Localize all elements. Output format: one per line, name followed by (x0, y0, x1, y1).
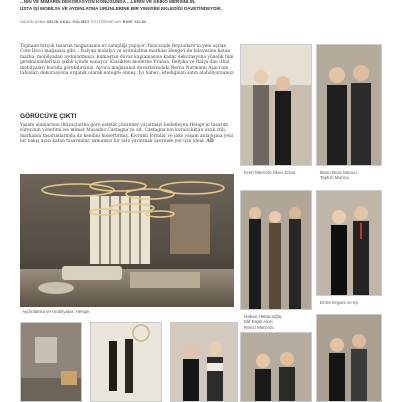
group-3-graphic (241, 191, 311, 309)
photo-couple-2 (316, 44, 382, 166)
photo-bottom-right-1 (240, 332, 312, 402)
end-mark: AD (206, 139, 214, 145)
photo-couple-1 (240, 44, 312, 166)
bottom-photo-shop-wall (20, 322, 82, 402)
couple-2-graphic (317, 45, 381, 165)
guests-graphic (171, 323, 237, 401)
author-name: SELİN AKAL GÜLMEZ (46, 20, 90, 24)
mannequins-graphic (91, 323, 161, 401)
photo-group-3 (240, 190, 312, 310)
paragraph-2-text: Yaşam alanlarının ihtiyaçlarına göre estetik çözümler yaratmayı hedefleyen Henge'in tasarım sürecinin yönetimi ise mimar Massimo Castagna'ya ait. Castagna'nın kuralcılıktan uzak stili, markanın tasarımlarında da kendini hissettirmiş. Kıvrımlı formlar ve ilıks yaşam anlayışına yeni bir bakış açısı katan tasarımlar, zamansız bir tarz yaratmak üzerinde yer için ideal. (20, 123, 234, 145)
header-line-1: ...NIN VE MIMARIN DEKORASYON KONUSUNDA ...LERIN VE KEIKO MERSİNLİN, (20, 0, 196, 4)
bottom-photo-mannequins (90, 322, 162, 402)
caption-photo-1: Eren Mercezi-Sken Ertan. (244, 170, 297, 175)
article-paragraph-2 (20, 123, 235, 145)
bottom-right-1-graphic (241, 333, 311, 401)
caption-photo-3-line-2: Elif Ergin Akın, (244, 319, 274, 325)
main-interior-photo (20, 174, 234, 307)
caption-photo-3-line-1: Hakan Hekacioğlu, (244, 314, 283, 319)
couple-4-graphic (317, 191, 381, 295)
article-paragraph-1: Tophane birçok tasarım mağazasına ev sahipliği yapıyor. Yazıcızade Beyzadare'ta yeni açılan Cote Deco mağazası gibi... İtalyan mobilya ve aydınlatma markası Henge'i de bünyesine katan marka; mobilyadan aydınlatmaya, kumaştan duvar kaplamasına kadar dekorasyona yönelik tüm gereksinimlerinizi şıklık içinde sunuyor. Klasikten moderne Fransa, Belçika ve İtalya'dan ithal mobilyaları burada görebilirsiniz. Ayrıca mağazanın duvarlarındaki Berna Narmanlı Aşacı'nın tabloları dekorasyona organik olarak entegre olmuş. İyi haber; istediğinizi satın alabiliyorsunuz. (20, 44, 235, 77)
caption-photo-2 (320, 170, 358, 181)
section-heading: GÖRÜCÜYE ÇIKTI (20, 113, 77, 120)
couple-1-graphic (241, 45, 311, 165)
caption-photo-2-line-2: Tayfun Muncu. (320, 175, 350, 181)
caption-photo-3 (244, 314, 283, 330)
bottom-right-2-graphic (317, 315, 381, 401)
caption-photo-4: Emre Ergani ve eş. (320, 300, 360, 305)
header-line-2: USTA İŞİ MOBİLYA VE AYDINLATMA ÜRÜNLERİNE BİR YENİSİNİ EKLEDİĞİ DAVETİNDEYDİK. (20, 6, 223, 11)
shop-wall-graphic (21, 323, 81, 401)
photographer-label: FOTOĞRAFLAR (90, 20, 122, 24)
photo-couple-4 (316, 190, 382, 296)
interior-scene-graphic (20, 174, 234, 307)
bottom-photo-guests (170, 322, 238, 402)
credits-label: HAZIRLAYAN (20, 20, 46, 24)
photo-bottom-right-2 (316, 314, 382, 402)
main-photo-caption: Aydınlatma ve mobilyalar, Henge. (22, 309, 91, 314)
caption-photo-2-line-1: Banu Bora Muncu, (320, 170, 359, 175)
photographer-name: BİGE YALIN (122, 20, 147, 24)
caption-photo-3-line-3: Renzi Mercezi. (244, 324, 275, 330)
credits-line (20, 20, 146, 24)
